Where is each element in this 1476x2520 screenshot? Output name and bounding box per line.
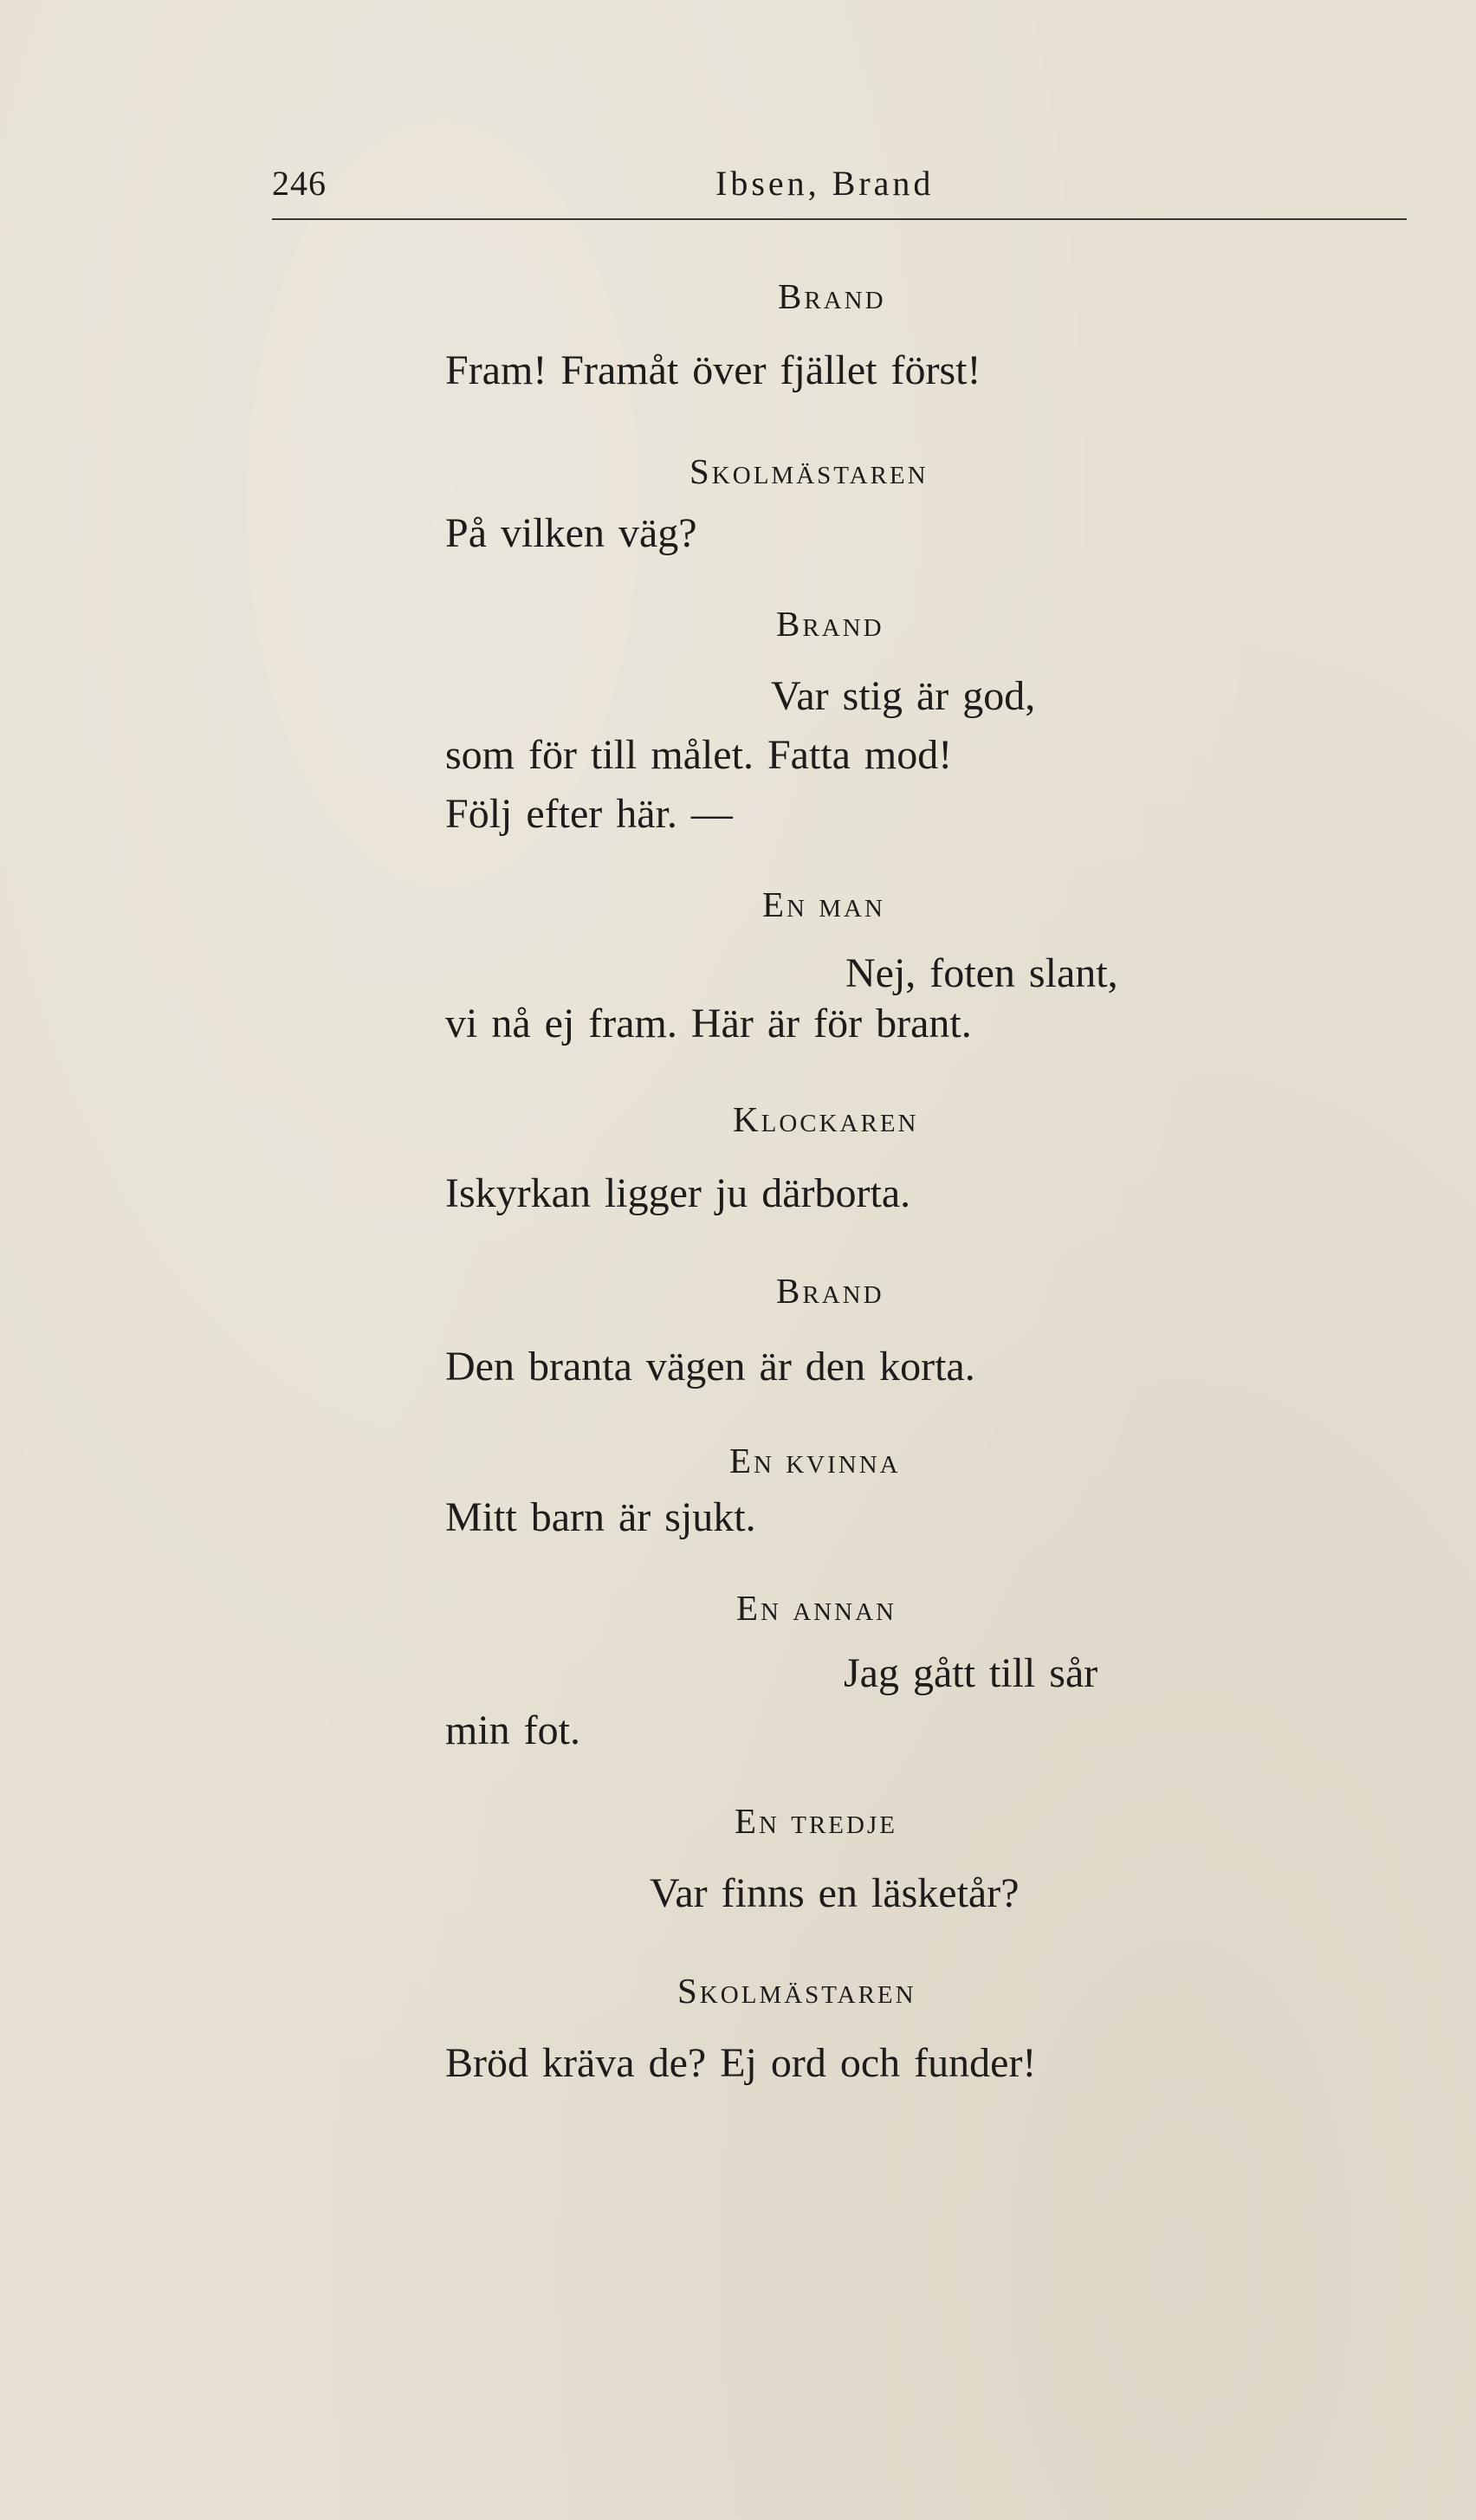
speaker-name: En man	[762, 884, 885, 924]
speaker-name: En annan	[736, 1588, 897, 1628]
verse-line: Jag gått till sår	[844, 1650, 1098, 1696]
verse-line: som för till målet. Fatta mod!	[445, 732, 953, 778]
verse-line: Var stig är god,	[771, 673, 1036, 719]
verse-line: min fot.	[445, 1707, 580, 1753]
verse-line: Bröd kräva de? Ej ord och funder!	[445, 2040, 1037, 2086]
verse-line: Följ efter här. —	[445, 791, 733, 837]
header-rule	[272, 218, 1407, 220]
page-number: 246	[272, 164, 327, 203]
speaker-name: Skolmästaren	[689, 451, 929, 491]
verse-line: På vilken väg?	[445, 510, 697, 556]
verse-line: Den branta vägen är den korta.	[445, 1344, 975, 1390]
speaker-name: Brand	[776, 604, 884, 644]
speaker-name: En kvinna	[729, 1441, 901, 1480]
speaker-name: Brand	[778, 276, 886, 316]
verse-line: Iskyrkan ligger ju därborta.	[445, 1170, 911, 1216]
verse-line: Nej, foten slant,	[845, 950, 1118, 996]
running-title: Ibsen, Brand	[715, 164, 935, 203]
verse-line: Var finns en läsketår?	[650, 1870, 1020, 1916]
speaker-name: Brand	[776, 1271, 884, 1311]
speaker-name: En tredje	[735, 1801, 897, 1841]
speaker-name: Skolmästaren	[677, 1971, 916, 2011]
speaker-name: Klockaren	[733, 1099, 919, 1139]
page-header	[272, 163, 1407, 215]
verse-line: Fram! Framåt över fjället först!	[445, 347, 981, 393]
verse-line: Mitt barn är sjukt.	[445, 1494, 756, 1540]
verse-line: vi nå ej fram. Här är för brant.	[445, 1001, 972, 1046]
